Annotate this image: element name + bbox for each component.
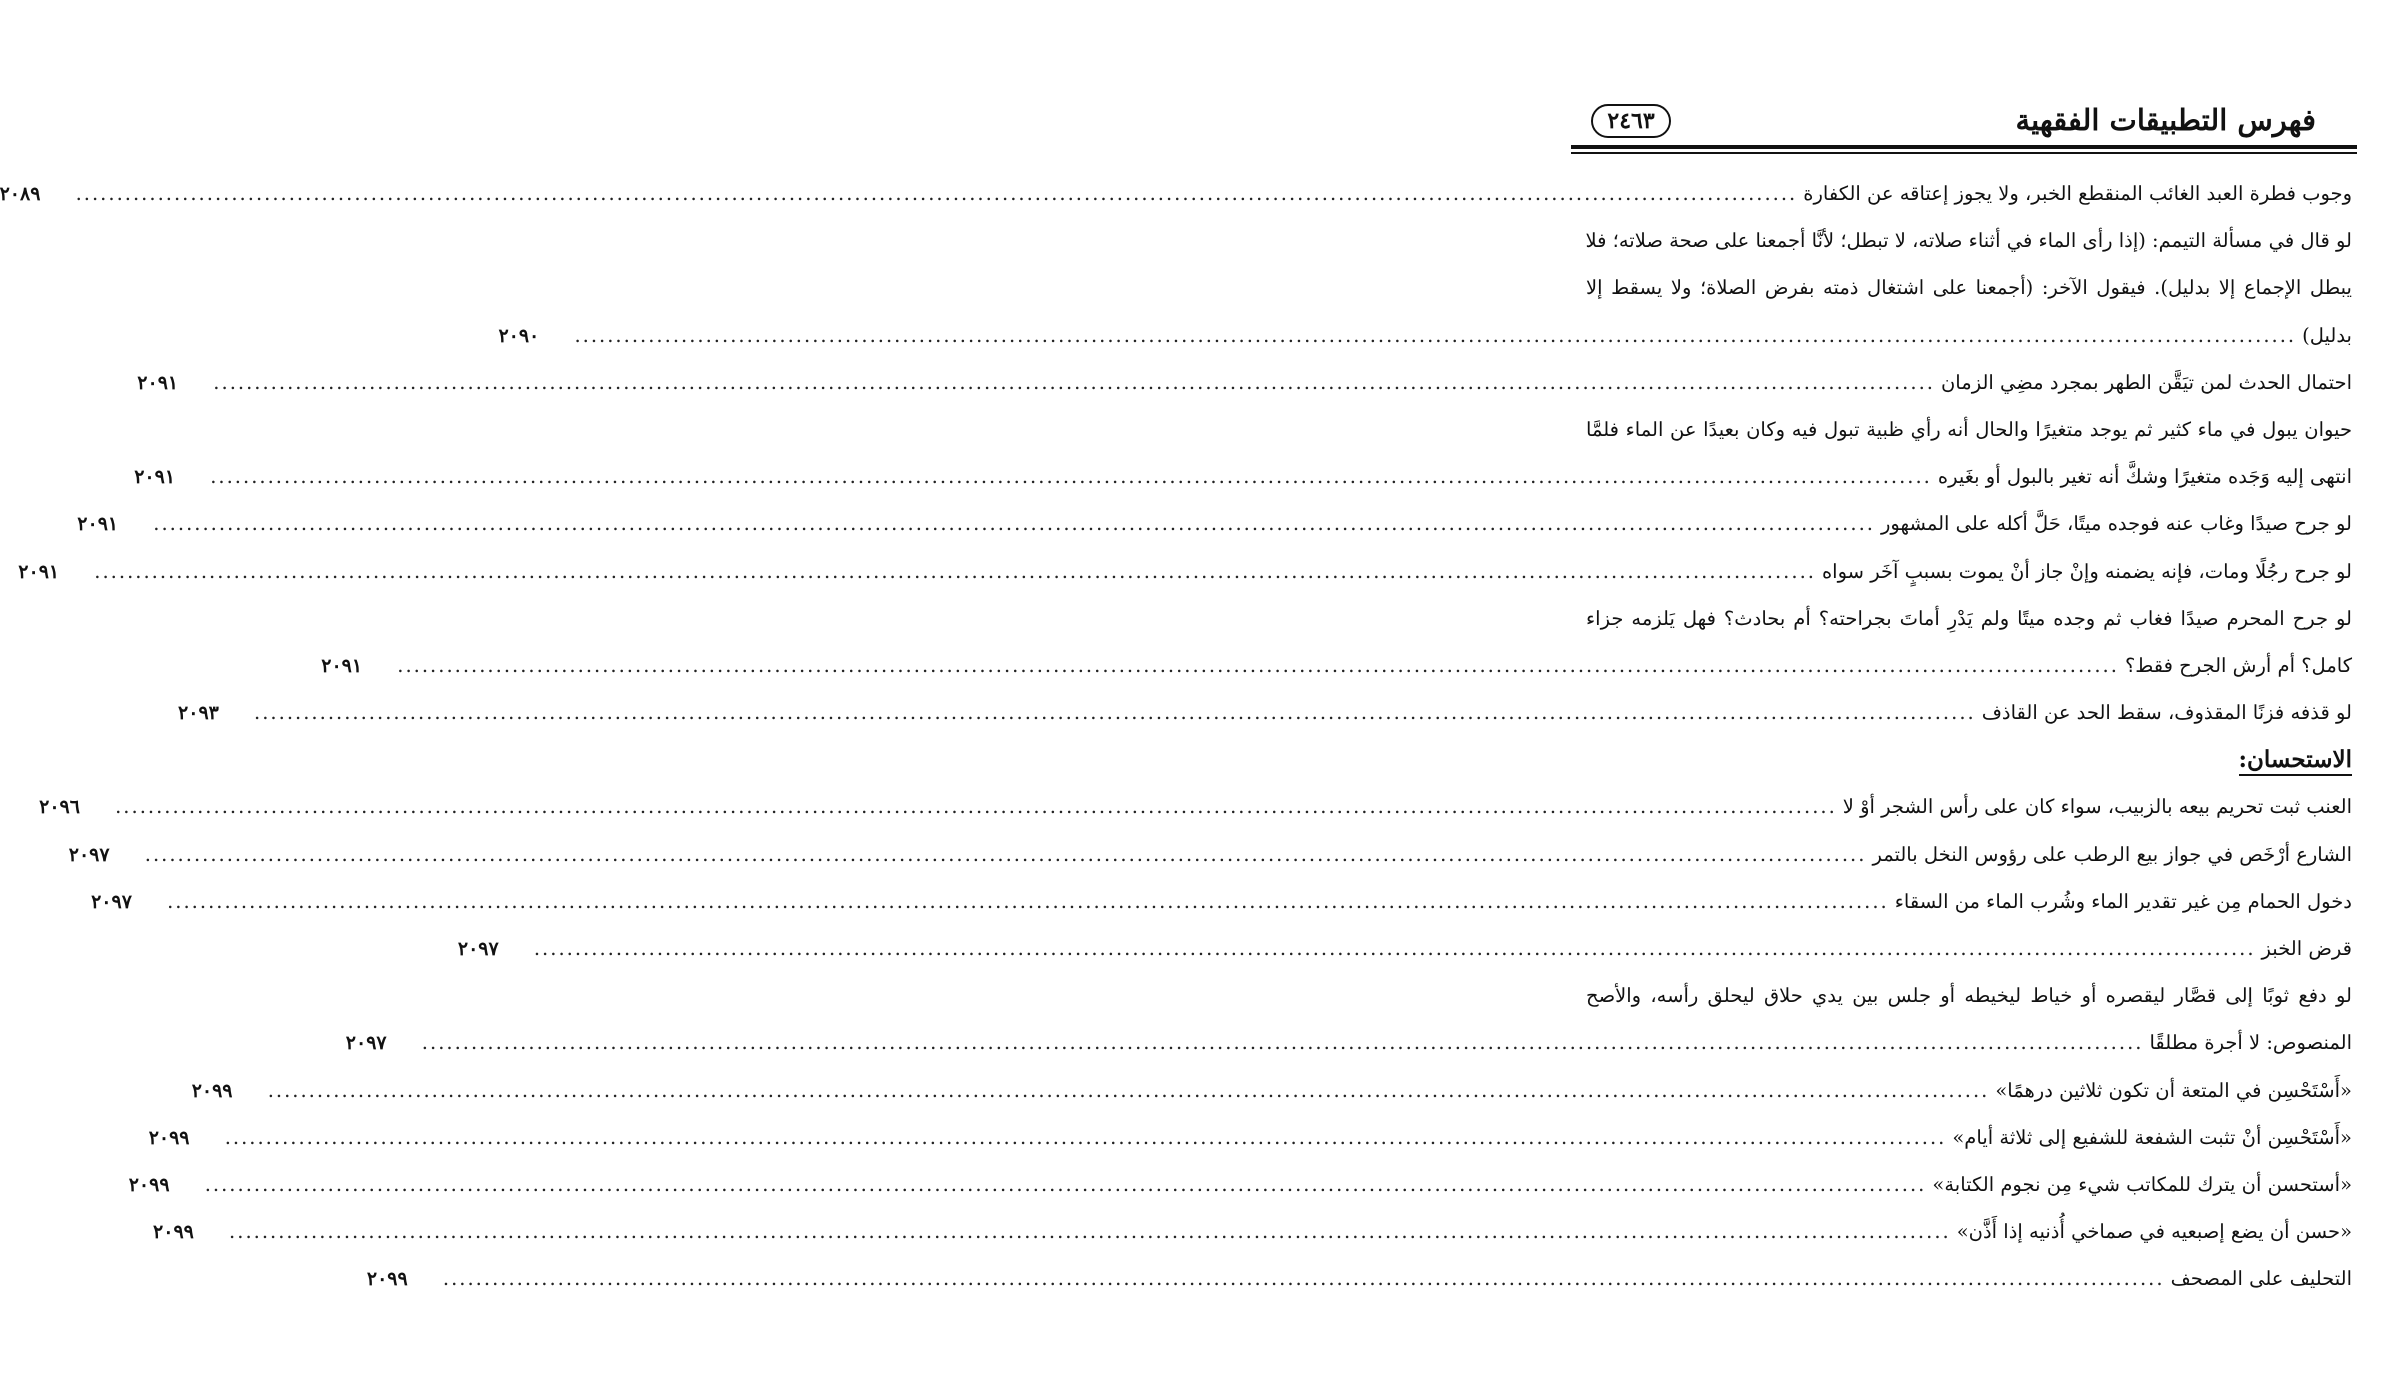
entry-text: يبطل الإجماع إلا بدليل). فيقول الآخر: (أجمعنا على اشتغال ذمته بفرض الصلاة؛ ولا يسقط إلا	[1586, 276, 2352, 300]
entry-text: بدليل)	[2302, 323, 2352, 347]
entry-text: «حسن أن يضع إصبعيه في صماخي أُذنيه إذا أَذَّن»	[1956, 1220, 2352, 1244]
dot-leader	[422, 1019, 2144, 1066]
dot-leader	[145, 831, 1867, 878]
entry-text: لو قال في مسألة التيمم: (إذا رأى الماء في أثناء صلاته، لا تبطل؛ لأنَّا أجمعنا على صحة صلاته؛ فلا	[1585, 229, 2352, 253]
dot-leader	[268, 1067, 1990, 1114]
index-entry	[148, 1114, 2352, 1161]
header-rule-thick	[1571, 145, 2357, 149]
entry-page-number: ٢٠٩٣	[178, 702, 219, 725]
entry-page-number: ٢٠٩٩	[366, 1268, 408, 1291]
index-entry	[366, 1255, 2352, 1302]
entry-text: قرض الخبز	[2261, 937, 2352, 960]
entry-page-number: ٢٠٩٩	[191, 1079, 233, 1102]
entry-text: دخول الحمام مِن غير تقدير الماء وشُرب الماء من السقاء	[1894, 889, 2352, 913]
index-entry	[128, 1161, 2352, 1208]
index-entry	[134, 453, 2352, 500]
index-entry	[345, 1019, 2352, 1066]
page-number-badge	[1591, 104, 1671, 138]
entry-text: لو جرح المحرم صيدًا فغاب ثم وجده ميتًا ولم يَدْرِ أماتَ بجراحته؟ أم بحادث؟ فهل يَلزمه جزاء	[1586, 606, 2352, 630]
entry-text: المنصوص: لا أجرة مطلقًا	[2149, 1031, 2352, 1055]
index-entry	[498, 312, 2352, 359]
entry-page-number: ٢٠٩٧	[345, 1032, 387, 1055]
dot-leader	[225, 1114, 1947, 1161]
index-entry	[18, 548, 2352, 595]
entry-page-number: ٢٠٩١	[18, 560, 60, 583]
index-entry	[153, 1208, 2352, 1255]
entry-page-number: ٢٠٨٩	[0, 183, 41, 205]
entry-text: «أَسْتَحْسِن في المتعة أن تكون ثلاثين درهمًا»	[1995, 1078, 2352, 1102]
entry-text: لو قذفه فزنًا المقذوف، سقط الحد عن القاذف	[1981, 701, 2352, 725]
entry-text: «أَسْتَحْسِن أنْ تثبت الشفعة للشفيع إلى ثلاثة أيام»	[1952, 1125, 2352, 1149]
entry-page-number: ٢٠٩٦	[39, 796, 80, 819]
entry-page-number: ٢٠٩٧	[457, 938, 499, 960]
index-entry	[137, 359, 2352, 406]
running-header-title: فهرس التطبيقات الفقهية	[2015, 103, 2316, 137]
entry-page-number: ٢٠٩٩	[153, 1221, 194, 1244]
entry-text: الشارع أرْخَص في جواز بيع الرطب على رؤوس النخل بالتمر	[1872, 842, 2352, 866]
dot-leader	[213, 359, 1935, 406]
entry-page-number: ٢٠٩٠	[498, 324, 540, 347]
page-number: ٢٤٦٣	[1607, 108, 1655, 134]
index-entry-continued	[1586, 595, 2352, 642]
entry-page-number: ٢٠٩١	[77, 513, 119, 536]
dot-leader	[574, 312, 2296, 359]
dot-leader	[229, 1208, 1951, 1255]
index-entry-continued	[1586, 217, 2352, 264]
entry-page-number: ٢٠٩٧	[91, 890, 132, 913]
dot-leader	[534, 925, 2256, 972]
entry-text: التحليف على المصحف	[2170, 1267, 2352, 1291]
entry-text: لو دفع ثوبًا إلى قصَّار ليقصره أو خياط ليخيطه أو جلس بين يدي حلاق ليحلق رأسه، والأصح	[1586, 984, 2352, 1008]
dot-leader	[167, 878, 1889, 925]
entry-page-number: ٢٠٩٩	[148, 1126, 190, 1149]
entry-page-number: ٢٠٩١	[137, 371, 179, 394]
entry-text: انتهى إليه وَجَده متغيرًا وشكَّ أنه تغير بالبول أو بغَيره	[1937, 465, 2352, 489]
entry-text: لو جرح صيدًا وغاب عنه فوجده ميتًا، حَلَّ أكله على المشهور	[1880, 512, 2352, 536]
header-rule-thin	[1571, 152, 2357, 154]
dot-leader	[94, 548, 1816, 595]
entry-page-number: ٢٠٩١	[321, 654, 363, 677]
index-entry-continued	[1586, 406, 2352, 453]
entry-text: كامل؟ أم أرش الجرح فقط؟	[2124, 653, 2352, 677]
entry-page-number: ٢٠٩١	[134, 466, 176, 489]
entry-text: وجوب فطرة العبد الغائب المنقطع الخبر، ولا يجوز إعتاقه عن الكفارة	[1803, 182, 2352, 205]
entry-text: «أستحسن أن يترك للمكاتب شيء مِن نجوم الكتابة»	[1932, 1172, 2352, 1196]
dot-leader	[115, 783, 1837, 830]
dot-leader	[254, 689, 1976, 736]
entry-text: العنب ثبت تحريم بيعه بالزبيب، سواء كان على رأس الشجر أوْ لا	[1842, 795, 2352, 819]
index-entry	[457, 925, 2352, 972]
index-entry	[68, 831, 2352, 878]
index-entry	[39, 783, 2352, 830]
dot-leader	[76, 170, 1798, 217]
index-entry	[321, 642, 2352, 689]
index-entry	[0, 170, 2352, 217]
dot-leader	[153, 500, 1875, 547]
dot-leader	[397, 642, 2119, 689]
index-entry-continued	[1586, 972, 2352, 1019]
section-heading	[1586, 736, 2352, 783]
index-entries	[0, 170, 2352, 1303]
index-entry	[91, 878, 2352, 925]
index-entry-continued	[1586, 264, 2352, 311]
dot-leader	[210, 453, 1932, 500]
index-entry	[77, 500, 2352, 547]
section-heading-text: الاستحسان:	[2239, 746, 2352, 776]
index-entry	[178, 689, 2352, 736]
index-entry	[191, 1067, 2352, 1114]
dot-leader	[443, 1255, 2165, 1302]
dot-leader	[205, 1161, 1927, 1208]
entry-page-number: ٢٠٩٩	[128, 1173, 170, 1196]
entry-text: حيوان يبول في ماء كثير ثم يوجد متغيرًا والحال أنه رأي ظبية تبول فيه وكان بعيدًا عن الماء فلمَّا	[1586, 417, 2352, 441]
entry-text: احتمال الحدث لمن تيَقَّن الطهر بمجرد مضِي الزمان	[1940, 370, 2352, 394]
entry-text: لو جرح رجُلًا ومات، فإنه يضمنه وإنْ جاز أنْ يموت بسببٍ آخَر سواه	[1821, 559, 2352, 583]
entry-page-number: ٢٠٩٧	[68, 843, 110, 866]
